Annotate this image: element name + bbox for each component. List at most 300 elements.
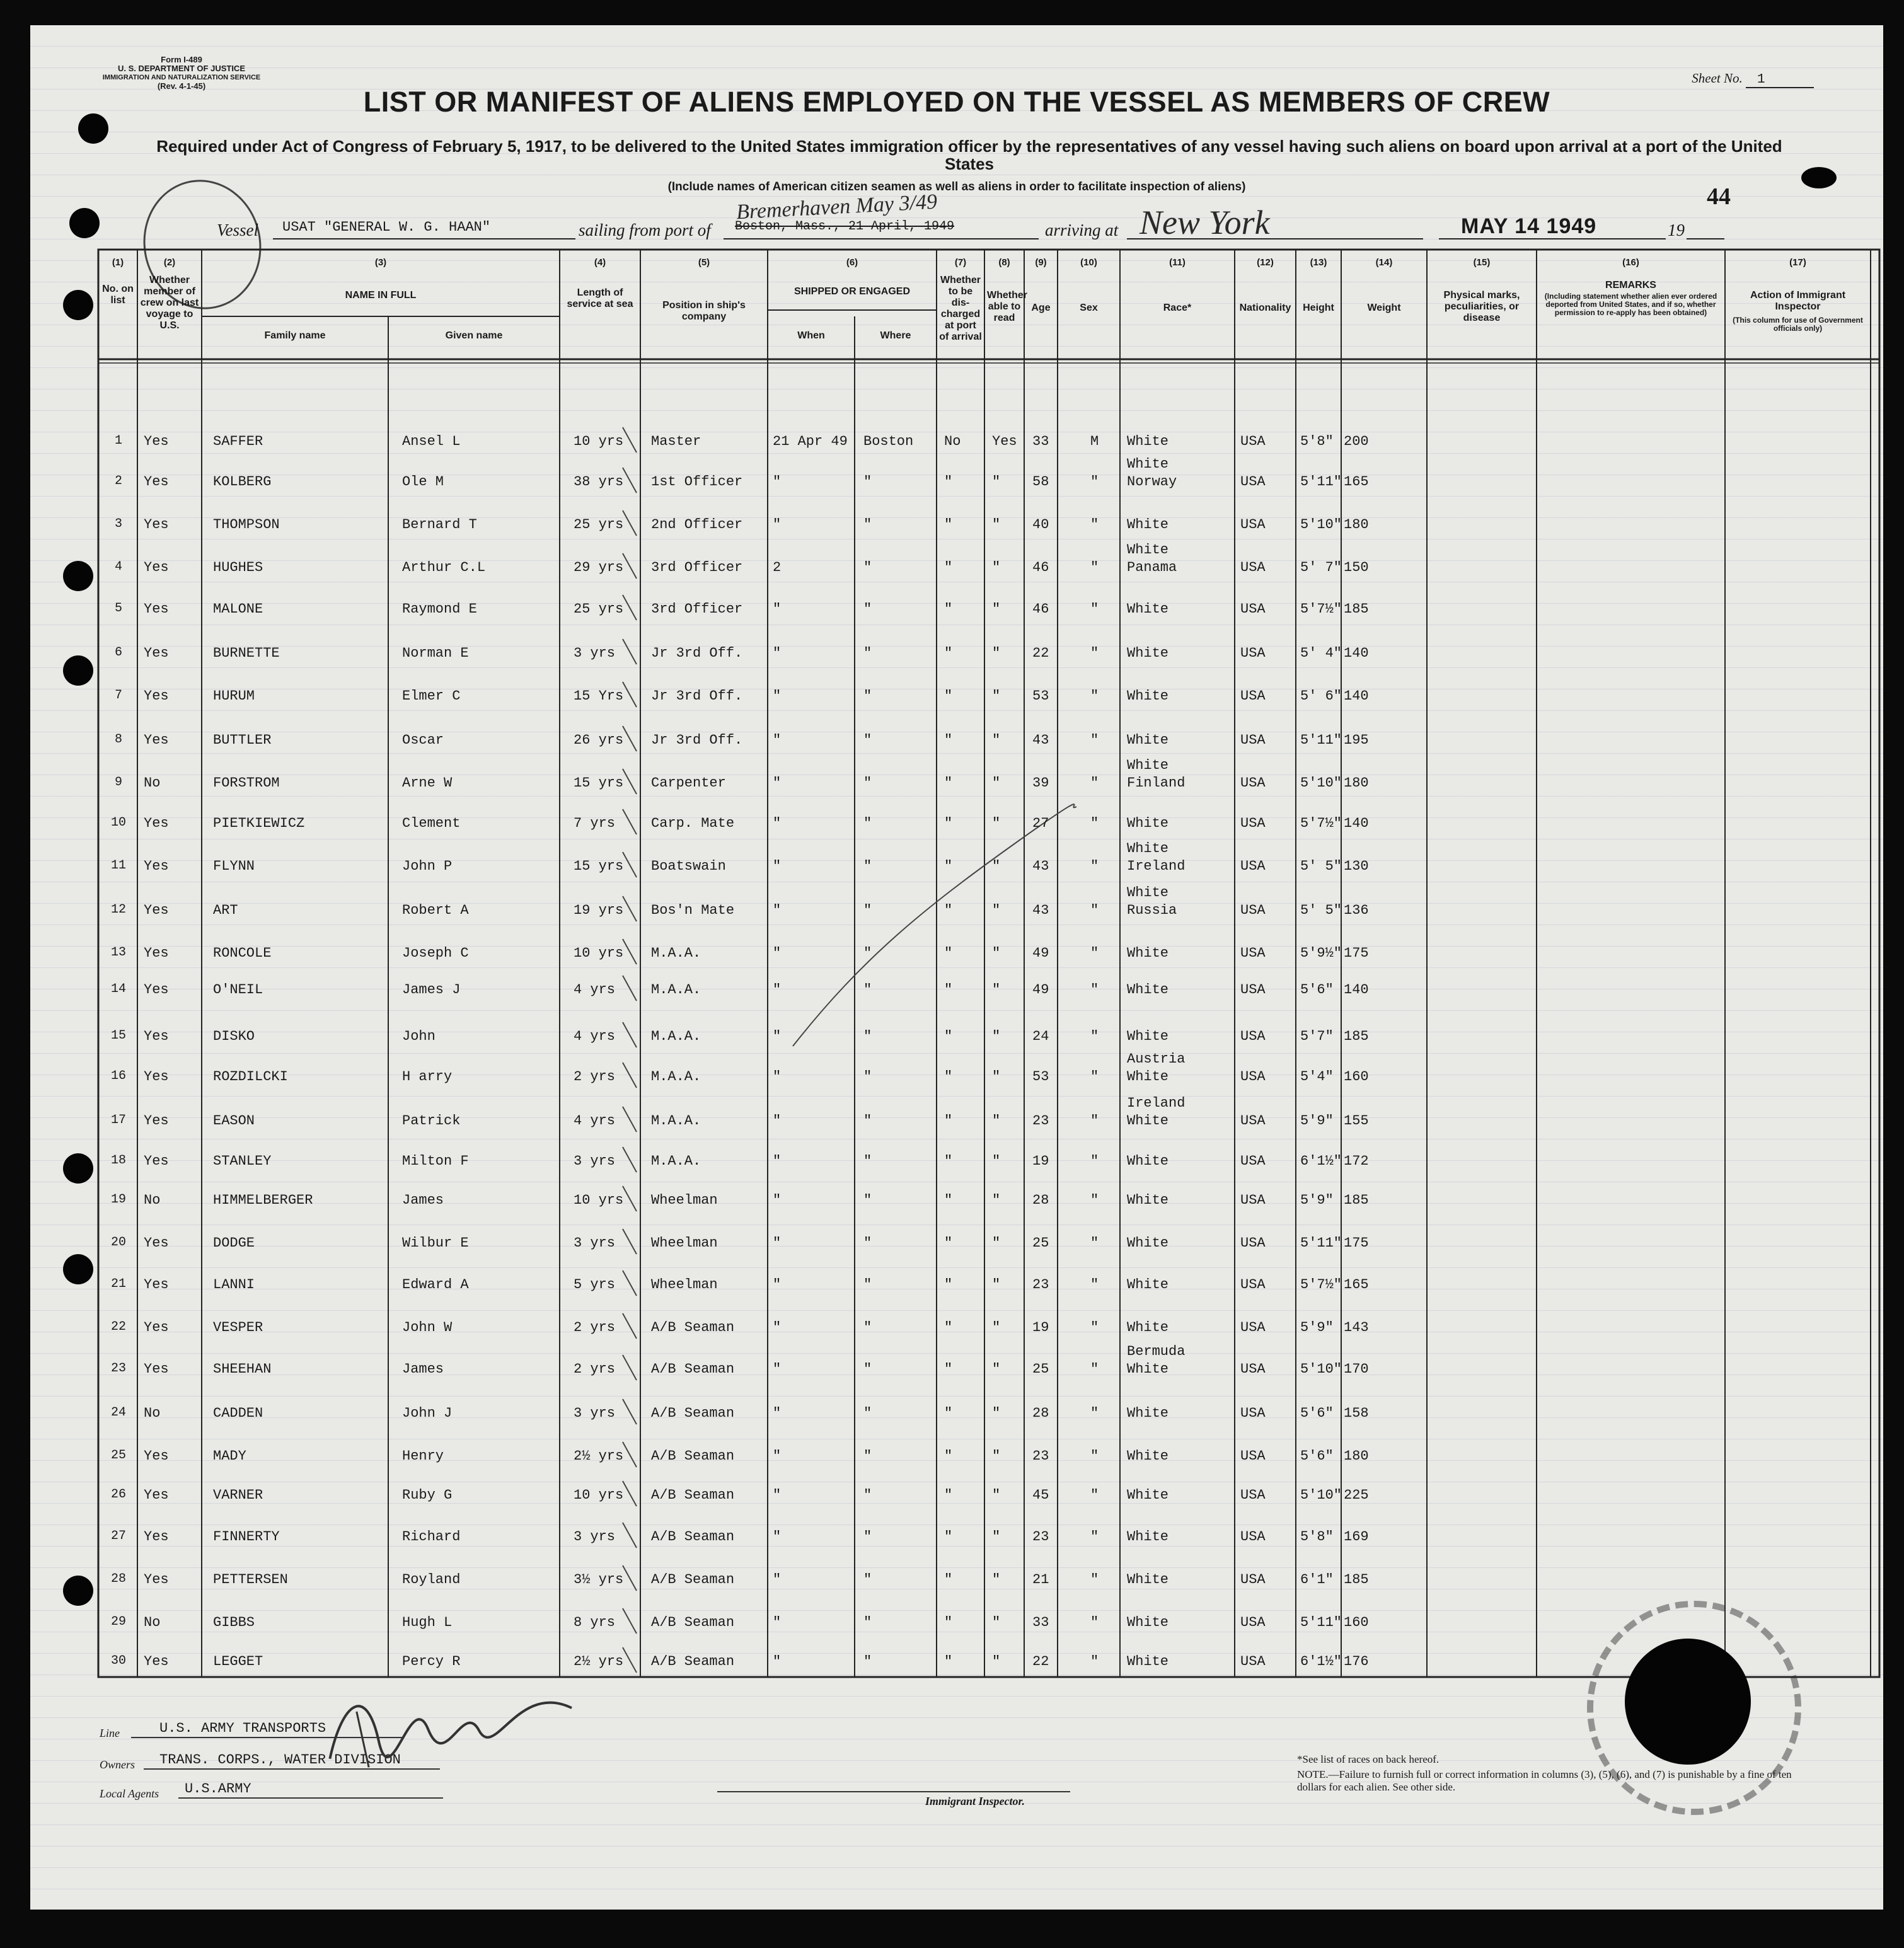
nationality-cell: USA (1240, 688, 1266, 704)
discharged-cell: " (944, 560, 953, 575)
weight-cell: 185 (1344, 601, 1369, 617)
vessel-label: Vessel (217, 221, 258, 239)
voyage-cell: Yes (144, 560, 169, 575)
given-name-cell: James (402, 1192, 444, 1208)
family-name-cell: SHEEHAN (213, 1361, 272, 1377)
row-number: 12 (110, 902, 126, 917)
nationality-cell: USA (1240, 732, 1266, 748)
when-cell: " (773, 1277, 782, 1293)
row-number: 6 (114, 645, 122, 660)
discharged-cell: " (944, 645, 953, 661)
race-cell: White (1127, 601, 1169, 617)
race-cell: White (1127, 688, 1169, 704)
discharged-cell: " (944, 1235, 953, 1251)
service-cell: 15 yrs (574, 858, 624, 874)
weight-cell: 170 (1344, 1361, 1369, 1377)
sex-cell: " (1090, 1654, 1099, 1669)
race-cell: White (1127, 1069, 1169, 1085)
fine-note: NOTE.—Failure to furnish full or correct information in columns (3), (5), (6), and (7) is punishable by a fine of ten dollars for each alien. See other side. (1297, 1768, 1792, 1793)
sex-cell: " (1090, 1153, 1099, 1169)
voyage-cell: Yes (144, 945, 169, 961)
where-cell: Boston (863, 434, 914, 449)
nationality-cell: USA (1240, 1113, 1266, 1129)
when-cell: " (773, 517, 782, 533)
when-cell: " (773, 902, 782, 918)
when-cell: " (773, 1192, 782, 1208)
race-cell: White (1127, 945, 1169, 961)
height-cell: 5' 5" (1300, 902, 1342, 918)
sex-cell: " (1090, 1529, 1099, 1545)
discharged-cell: " (944, 1361, 953, 1377)
sex-cell: " (1090, 688, 1099, 704)
position-cell: A/B Seaman (651, 1529, 735, 1545)
owners-value: TRANS. CORPS., WATER DIVISION (159, 1752, 401, 1768)
where-cell: " (863, 645, 872, 661)
sex-cell: " (1090, 1192, 1099, 1208)
service-cell: 38 yrs (574, 474, 624, 490)
race-cell: White (1127, 645, 1169, 661)
when-cell: " (773, 1405, 782, 1421)
height-cell: 5'9" (1300, 1113, 1334, 1129)
height-cell: 5'7" (1300, 1029, 1334, 1044)
given-name-cell: Robert A (402, 902, 469, 918)
discharged-cell: " (944, 1320, 953, 1335)
discharged-cell: " (944, 1448, 953, 1464)
discharged-cell: " (944, 517, 953, 533)
weight-cell: 175 (1344, 1235, 1369, 1251)
column-number: (10) (1080, 257, 1097, 268)
given-name-cell: Norman E (402, 645, 469, 661)
row-number: 21 (110, 1277, 126, 1291)
where-cell: " (863, 1192, 872, 1208)
given-name-cell: Joseph C (402, 945, 469, 961)
race-upper-cell: White (1127, 885, 1169, 901)
nationality-cell: USA (1240, 1448, 1266, 1464)
voyage-cell: Yes (144, 601, 169, 617)
row-number: 17 (110, 1113, 126, 1127)
age-cell: 23 (1032, 1277, 1049, 1293)
row-number: 30 (110, 1654, 126, 1668)
race-cell: White (1127, 1113, 1169, 1129)
race-cell: White (1127, 1654, 1169, 1669)
weight-cell: 140 (1344, 645, 1369, 661)
when-cell: " (773, 474, 782, 490)
age-cell: 22 (1032, 645, 1049, 661)
service-cell: 10 yrs (574, 945, 624, 961)
height-cell: 5'8" (1300, 1529, 1334, 1545)
position-cell: 3rd Officer (651, 601, 743, 617)
age-cell: 46 (1032, 560, 1049, 575)
position-cell: M.A.A. (651, 1029, 701, 1044)
column-number: (7) (954, 257, 967, 268)
race-cell: White (1127, 1361, 1169, 1377)
when-cell: " (773, 688, 782, 704)
service-cell: 2½ yrs (574, 1448, 624, 1464)
weight-cell: 165 (1344, 474, 1369, 490)
age-cell: 19 (1032, 1320, 1049, 1335)
height-cell: 5'6" (1300, 982, 1334, 998)
nationality-cell: USA (1240, 645, 1266, 661)
family-name-cell: DISKO (213, 1029, 255, 1044)
service-cell: 3 yrs (574, 1405, 616, 1421)
height-cell: 5'8" (1300, 434, 1334, 449)
race-cell: White (1127, 1529, 1169, 1545)
race-cell: White (1127, 517, 1169, 533)
race-cell: Ireland (1127, 858, 1186, 874)
where-cell: " (863, 1361, 872, 1377)
weight-cell: 140 (1344, 688, 1369, 704)
height-cell: 5'9½" (1300, 945, 1342, 961)
discharged-cell: " (944, 1277, 953, 1293)
discharged-cell: " (944, 982, 953, 998)
race-upper-cell: Ireland (1127, 1095, 1186, 1111)
service-cell: 15 Yrs (574, 688, 624, 704)
nationality-cell: USA (1240, 1235, 1266, 1251)
race-cell: White (1127, 1320, 1169, 1335)
when-cell: " (773, 732, 782, 748)
position-cell: A/B Seaman (651, 1615, 735, 1630)
vessel-name: USAT "GENERAL W. G. HAAN" (282, 219, 491, 235)
age-cell: 22 (1032, 1654, 1049, 1669)
weight-cell: 172 (1344, 1153, 1369, 1169)
nationality-cell: USA (1240, 1153, 1266, 1169)
race-upper-cell: White (1127, 456, 1169, 472)
able-to-read-cell: " (992, 1153, 1001, 1169)
position-cell: Master (651, 434, 701, 449)
able-to-read-cell: " (992, 1192, 1001, 1208)
discharged-cell: " (944, 1029, 953, 1044)
weight-cell: 200 (1344, 434, 1369, 449)
where-cell: " (863, 1529, 872, 1545)
row-number: 1 (114, 434, 122, 448)
height-cell: 5'9" (1300, 1320, 1334, 1335)
family-name-cell: O'NEIL (213, 982, 263, 998)
height-cell: 5'11" (1300, 732, 1342, 748)
header-nationality: Nationality (1239, 303, 1291, 313)
race-cell: Finland (1127, 775, 1186, 791)
race-cell: White (1127, 1192, 1169, 1208)
when-cell: " (773, 1572, 782, 1588)
where-cell: " (863, 902, 872, 918)
age-cell: 19 (1032, 1153, 1049, 1169)
row-number: 28 (110, 1572, 126, 1586)
header-action-note: (This column for use of Government officials only) (1733, 316, 1863, 333)
row-number: 15 (110, 1029, 126, 1043)
column-number: (3) (374, 257, 387, 268)
race-cell: White (1127, 1153, 1169, 1169)
race-cell: White (1127, 1235, 1169, 1251)
row-number: 2 (114, 474, 122, 488)
able-to-read-cell: " (992, 474, 1001, 490)
age-cell: 28 (1032, 1192, 1049, 1208)
header-action-inspector: Action of Immigrant Inspector (1750, 290, 1846, 312)
sex-cell: " (1090, 1235, 1099, 1251)
position-cell: M.A.A. (651, 1069, 701, 1085)
sex-cell: " (1090, 982, 1099, 998)
header-physical-marks: Physical marks, peculiarities, or disease (1443, 290, 1520, 323)
header-able-to-read: Whether able to read (987, 290, 1027, 323)
given-name-cell: James J (402, 982, 461, 998)
race-cell: White (1127, 1029, 1169, 1044)
family-name-cell: BUTTLER (213, 732, 272, 748)
age-cell: 28 (1032, 1405, 1049, 1421)
nationality-cell: USA (1240, 434, 1266, 449)
able-to-read-cell: " (992, 1572, 1001, 1588)
family-name-cell: LEGGET (213, 1654, 263, 1669)
height-cell: 6'1½" (1300, 1654, 1342, 1669)
sex-cell: M (1090, 434, 1099, 449)
where-cell: " (863, 1029, 872, 1044)
age-cell: 23 (1032, 1529, 1049, 1545)
sex-cell: " (1090, 858, 1099, 874)
nationality-cell: USA (1240, 474, 1266, 490)
age-cell: 40 (1032, 517, 1049, 533)
height-cell: 5'10" (1300, 775, 1342, 791)
voyage-cell: Yes (144, 1235, 169, 1251)
header-age: Age (1031, 303, 1051, 313)
position-cell: M.A.A. (651, 1153, 701, 1169)
age-cell: 23 (1032, 1113, 1049, 1129)
when-cell: 2 (773, 560, 782, 575)
row-number: 19 (110, 1192, 126, 1207)
given-name-cell: John W (402, 1320, 453, 1335)
able-to-read-cell: " (992, 982, 1001, 998)
age-cell: 49 (1032, 982, 1049, 998)
able-to-read-cell: " (992, 645, 1001, 661)
year-label: 19 (1668, 221, 1685, 239)
column-number: (6) (846, 257, 858, 268)
position-cell: 1st Officer (651, 474, 743, 490)
weight-cell: 169 (1344, 1529, 1369, 1545)
weight-cell: 140 (1344, 816, 1369, 831)
sailing-label: sailing from port of (579, 221, 711, 239)
weight-cell: 136 (1344, 902, 1369, 918)
races-note: *See list of races on back hereof. (1297, 1753, 1440, 1765)
family-name-cell: ROZDILCKI (213, 1069, 288, 1085)
weight-cell: 160 (1344, 1069, 1369, 1085)
service-cell: 10 yrs (574, 434, 624, 449)
when-cell: " (773, 1320, 782, 1335)
position-cell: Jr 3rd Off. (651, 645, 743, 661)
row-number: 11 (110, 858, 126, 873)
given-name-cell: Henry (402, 1448, 444, 1464)
voyage-cell: Yes (144, 1029, 169, 1044)
nationality-cell: USA (1240, 601, 1266, 617)
header-member-last-voyage: Whether member of crew on last voyage to U.S. (140, 275, 199, 331)
family-name-cell: DODGE (213, 1235, 255, 1251)
voyage-cell: Yes (144, 517, 169, 533)
where-cell: " (863, 688, 872, 704)
discharged-cell: " (944, 688, 953, 704)
height-cell: 5'9" (1300, 1192, 1334, 1208)
row-number: 3 (114, 517, 122, 531)
line-label: Line (100, 1727, 120, 1739)
able-to-read-cell: " (992, 688, 1001, 704)
subtitle-note: (Include names of American citizen seamen as well as aliens in order to facilitate inspection of aliens) (667, 180, 1246, 193)
owners-label: Owners (100, 1758, 136, 1771)
given-name-cell: Royland (402, 1572, 461, 1588)
header-when: When (797, 330, 825, 341)
race-upper-cell: White (1127, 758, 1169, 773)
where-cell: " (863, 1572, 872, 1588)
when-cell: " (773, 1235, 782, 1251)
service-cell: 19 yrs (574, 902, 624, 918)
able-to-read-cell: Yes (992, 434, 1017, 449)
service-cell: 26 yrs (574, 732, 624, 748)
able-to-read-cell: " (992, 1529, 1001, 1545)
sex-cell: " (1090, 1448, 1099, 1464)
header-remarks-detail: (Including statement whether alien ever ordered deported from United States, and if so, whether permission to re-apply has been obtained) (1544, 292, 1717, 317)
discharged-cell: " (944, 1192, 953, 1208)
age-cell: 46 (1032, 601, 1049, 617)
race-upper-cell: White (1127, 542, 1169, 558)
age-cell: 58 (1032, 474, 1049, 490)
when-cell: " (773, 816, 782, 831)
able-to-read-cell: " (992, 1487, 1001, 1503)
where-cell: " (863, 1069, 872, 1085)
service-cell: 4 yrs (574, 1113, 616, 1129)
given-name-cell: Ansel L (402, 434, 461, 449)
weight-cell: 143 (1344, 1320, 1369, 1335)
discharged-cell: " (944, 902, 953, 918)
service-name: IMMIGRATION AND NATURALIZATION SERVICE (102, 74, 261, 81)
service-cell: 3 yrs (574, 1529, 616, 1545)
family-name-cell: KOLBERG (213, 474, 272, 490)
race-cell: Russia (1127, 902, 1177, 918)
weight-cell: 155 (1344, 1113, 1369, 1129)
header-position: Position in ship's company (662, 300, 746, 322)
row-number: 10 (110, 816, 126, 830)
service-cell: 29 yrs (574, 560, 624, 575)
arriving-label: arriving at (1045, 221, 1119, 239)
header-weight: Weight (1367, 303, 1401, 313)
service-cell: 5 yrs (574, 1277, 616, 1293)
row-number: 4 (114, 560, 122, 574)
voyage-cell: Yes (144, 858, 169, 874)
arriving-port: New York (1140, 204, 1270, 241)
race-cell: White (1127, 1487, 1169, 1503)
sex-cell: " (1090, 775, 1099, 791)
family-name-cell: LANNI (213, 1277, 255, 1293)
position-cell: M.A.A. (651, 982, 701, 998)
discharged-cell: " (944, 474, 953, 490)
given-name-cell: Edward A (402, 1277, 469, 1293)
position-cell: Jr 3rd Off. (651, 688, 743, 704)
department-name: U. S. DEPARTMENT OF JUSTICE (118, 64, 245, 73)
service-cell: 3 yrs (574, 1153, 616, 1169)
discharged-cell: " (944, 1113, 953, 1129)
where-cell: " (863, 1320, 872, 1335)
age-cell: 23 (1032, 1448, 1049, 1464)
race-upper-cell: Austria (1127, 1051, 1186, 1067)
voyage-cell: No (144, 1405, 161, 1421)
service-cell: 2½ yrs (574, 1654, 624, 1669)
column-number: (11) (1169, 257, 1186, 268)
family-name-cell: VESPER (213, 1320, 263, 1335)
sailing-port-handwritten: Bremerhaven May 3/49 (736, 190, 938, 224)
nationality-cell: USA (1240, 1192, 1266, 1208)
given-name-cell: James (402, 1361, 444, 1377)
discharged-cell: No (944, 434, 961, 449)
position-cell: Bos'n Mate (651, 902, 735, 918)
service-cell: 25 yrs (574, 601, 624, 617)
position-cell: A/B Seaman (651, 1654, 735, 1669)
header-where: Where (880, 330, 911, 341)
discharged-cell: " (944, 858, 953, 874)
column-number: (15) (1473, 257, 1491, 268)
position-cell: A/B Seaman (651, 1487, 735, 1503)
weight-cell: 180 (1344, 1448, 1369, 1464)
given-name-cell: Richard (402, 1529, 461, 1545)
age-cell: 43 (1032, 902, 1049, 918)
page-count: 44 (1707, 183, 1731, 210)
voyage-cell: Yes (144, 1572, 169, 1588)
race-upper-cell: Bermuda (1127, 1344, 1186, 1359)
when-cell: " (773, 775, 782, 791)
family-name-cell: SAFFER (213, 434, 263, 449)
given-name-cell: Arthur C.L (402, 560, 486, 575)
voyage-cell: Yes (144, 902, 169, 918)
age-cell: 43 (1032, 858, 1049, 874)
weight-cell: 158 (1344, 1405, 1369, 1421)
given-name-cell: Patrick (402, 1113, 461, 1129)
voyage-cell: Yes (144, 1153, 169, 1169)
height-cell: 5'6" (1300, 1448, 1334, 1464)
column-number: (8) (998, 257, 1010, 268)
race-cell: White (1127, 816, 1169, 831)
given-name-cell: H arry (402, 1069, 453, 1085)
given-name-cell: Arne W (402, 775, 453, 791)
header-no-on-list: No. on list (102, 284, 134, 306)
when-cell: " (773, 1153, 782, 1169)
row-number: 14 (110, 982, 126, 996)
age-cell: 49 (1032, 945, 1049, 961)
column-number: (12) (1257, 257, 1274, 268)
height-cell: 5'7½" (1300, 601, 1342, 617)
weight-cell: 176 (1344, 1654, 1369, 1669)
position-cell: A/B Seaman (651, 1405, 735, 1421)
voyage-cell: Yes (144, 1487, 169, 1503)
row-number: 8 (114, 732, 122, 747)
weight-cell: 180 (1344, 775, 1369, 791)
nationality-cell: USA (1240, 775, 1266, 791)
page-title: LIST OR MANIFEST OF ALIENS EMPLOYED ON THE VESSEL AS MEMBERS OF CREW (363, 86, 1550, 118)
where-cell: " (863, 1654, 872, 1669)
height-cell: 5' 6" (1300, 688, 1342, 704)
able-to-read-cell: " (992, 732, 1001, 748)
voyage-cell: Yes (144, 1320, 169, 1335)
where-cell: " (863, 1615, 872, 1630)
able-to-read-cell: " (992, 1320, 1001, 1335)
position-cell: A/B Seaman (651, 1361, 735, 1377)
able-to-read-cell: " (992, 1654, 1001, 1669)
height-cell: 5'10" (1300, 1487, 1342, 1503)
voyage-cell: Yes (144, 1113, 169, 1129)
sheet-number-label: Sheet No. (1692, 71, 1743, 86)
sex-cell: " (1090, 560, 1099, 575)
sex-cell: " (1090, 1320, 1099, 1335)
height-cell: 5'7½" (1300, 1277, 1342, 1293)
able-to-read-cell: " (992, 858, 1001, 874)
position-cell: Wheelman (651, 1277, 718, 1293)
position-cell: M.A.A. (651, 1113, 701, 1129)
nationality-cell: USA (1240, 858, 1266, 874)
discharged-cell: " (944, 1487, 953, 1503)
nationality-cell: USA (1240, 816, 1266, 831)
sex-cell: " (1090, 945, 1099, 961)
nationality-cell: USA (1240, 1029, 1266, 1044)
when-cell: " (773, 601, 782, 617)
